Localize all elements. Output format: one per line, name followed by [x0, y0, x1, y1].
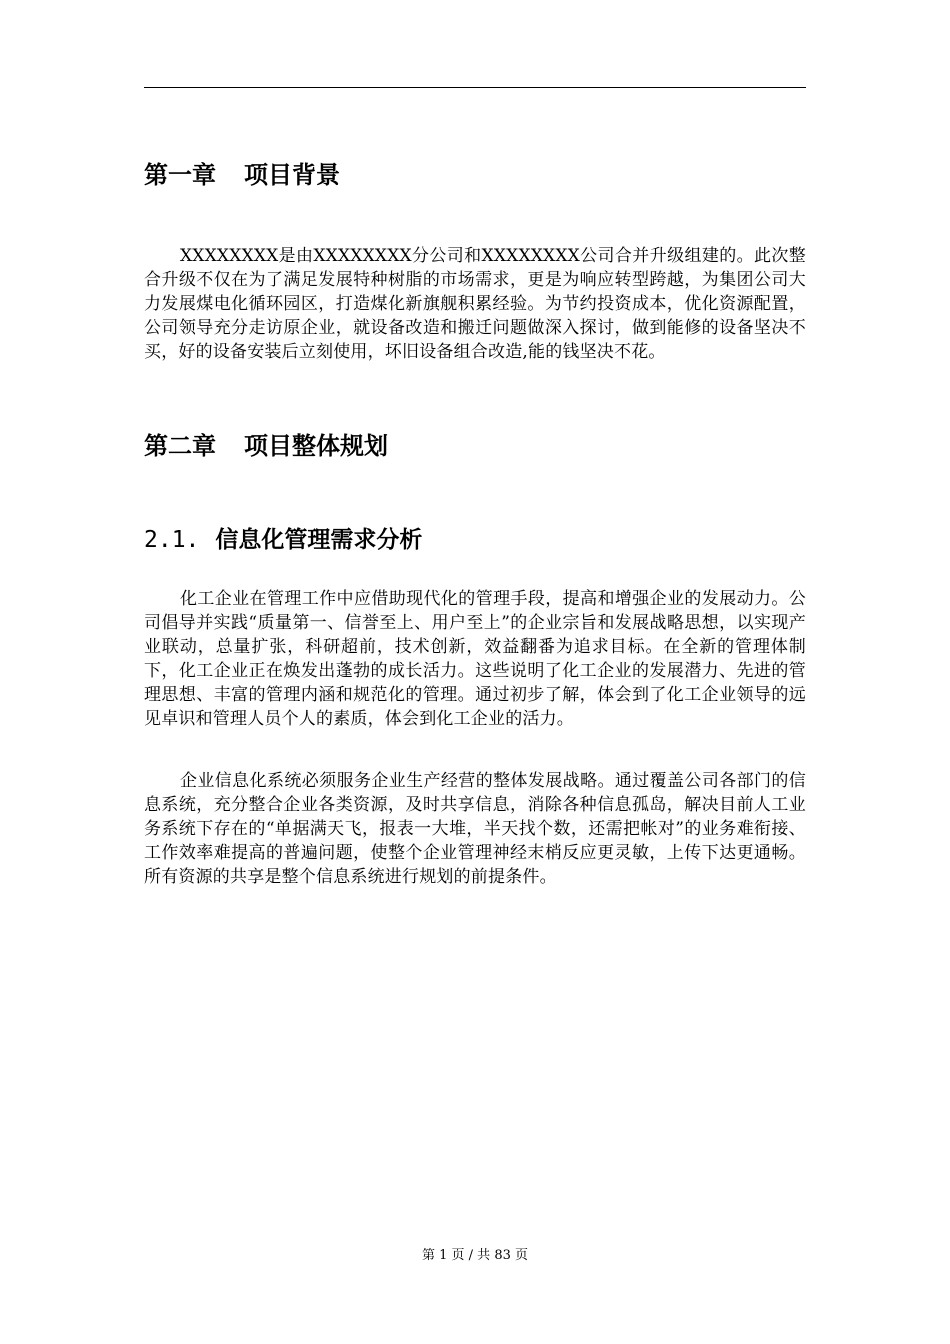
section-2-1-paragraph-2: 企业信息化系统必须服务企业生产经营的整体发展战略。通过覆盖公司各部门的信息系统，充分整合企业各类资源，及时共享信息，消除各种信息孤岛，解决目前人工业务系统下存在的“单据满天飞，报表一大堆，半天找个数，还需把帐对”的业务难衔接、工作效率难提高的普遍问题，使整个企业管理神经末梢反应更灵敏，上传下达更通畅。所有资源的共享是整个信息系统进行规划的前提条件。	[144, 771, 806, 887]
chapter-1-paragraph: XXXXXXXX是由XXXXXXXX分公司和XXXXXXXX公司合并升级组建的。此次整合升级不仅在为了满足发展特种树脂的市场需求，更是为响应转型跨越，为集团公司大力发展煤电化循环园区，打造煤化新旗舰积累经验。为节约投资成本，优化资源配置，公司领导充分走访原企业，就设备改造和搬迁问题做深入探讨，做到能修的设备坚决不买，好的设备安装后立刻使用，坏旧设备组合改造,能的钱坚决不花。	[144, 246, 806, 362]
chapter-2-heading	[144, 432, 388, 460]
chapter-1-label: 第一章	[144, 161, 216, 189]
chapter-1-title: 项目背景	[244, 161, 340, 189]
header-rule	[144, 87, 806, 88]
section-2-1-title: 信息化管理需求分析	[215, 527, 423, 553]
section-2-1-number: 2.1.	[144, 527, 200, 553]
chapter-1-heading	[144, 161, 340, 189]
section-2-1-heading	[144, 526, 422, 554]
chapter-2-label: 第二章	[144, 432, 216, 460]
page-footer: 第 1 页 / 共 83 页	[422, 1248, 528, 1263]
section-2-1-paragraph-1: 化工企业在管理工作中应借助现代化的管理手段，提高和增强企业的发展动力。公司倡导并实践“质量第一、信誉至上、用户至上”的企业宗旨和发展战略思想，以实现产业联动，总量扩张，科研超前，技术创新，效益翻番为追求目标。在全新的管理体制下，化工企业正在焕发出蓬勃的成长活力。这些说明了化工企业的发展潜力、先进的管理思想、丰富的管理内涵和规范化的管理。通过初步了解，体会到了化工企业领导的远见卓识和管理人员个人的素质，体会到化工企业的活力。	[144, 589, 806, 729]
chapter-2-title: 项目整体规划	[244, 432, 388, 460]
